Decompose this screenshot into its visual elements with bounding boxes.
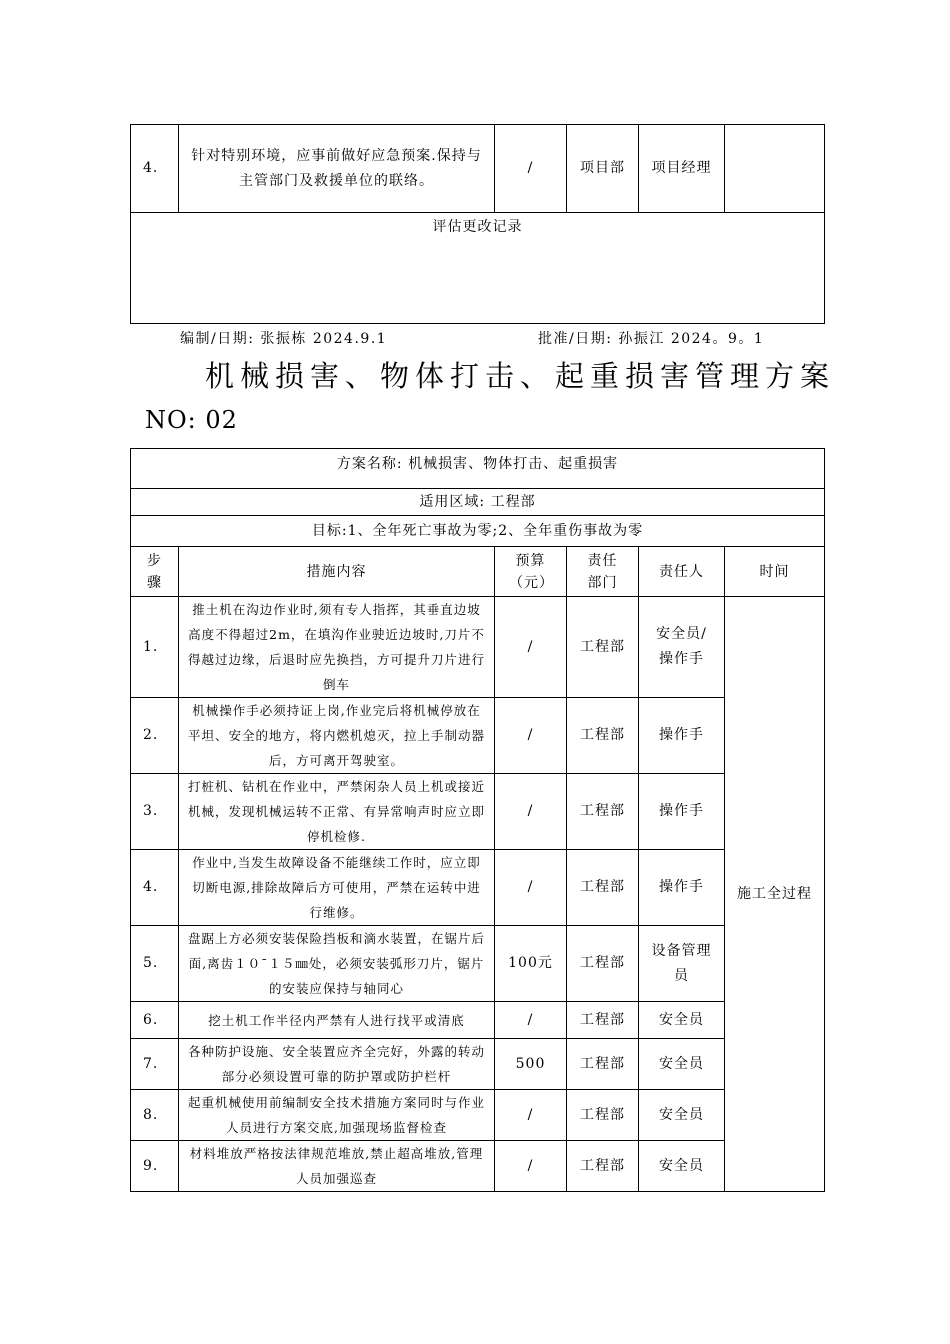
step-cell: 3. — [131, 774, 179, 850]
budget-cell: / — [495, 597, 567, 698]
budget-cell: 100元 — [495, 926, 567, 1002]
table-row — [131, 516, 825, 547]
person-cell: 操作手 — [639, 698, 725, 774]
measure-cell: 推土机在沟边作业时,须有专人指挥，其垂直边坡高度不得超过2m，在填沟作业驶近边坡时,刀片不得越过边缘，后退时应先换挡，方可提升刀片进行倒车 — [179, 597, 495, 698]
header-measure: 措施内容 — [179, 547, 495, 597]
dept-cell: 工程部 — [567, 850, 639, 926]
dept-cell: 工程部 — [567, 1141, 639, 1192]
plan-area: 适用区域: 工程部 — [131, 489, 825, 516]
dept-cell: 工程部 — [567, 597, 639, 698]
header-row — [131, 547, 825, 597]
header-dept: 责任部门 — [567, 547, 639, 597]
person-cell: 安全员 — [639, 1002, 725, 1039]
person-cell: 安全员/操作手 — [639, 597, 725, 698]
budget-cell: / — [495, 1090, 567, 1141]
table-row — [131, 1141, 825, 1192]
table-row — [131, 774, 825, 850]
measure-cell: 起重机械使用前编制安全技术措施方案同时与作业人员进行方案交底,加强现场监督检查 — [179, 1090, 495, 1141]
measure-cell: 针对特别环境，应事前做好应急预案.保持与主管部门及救援单位的联络。 — [179, 125, 495, 213]
dept-cell: 工程部 — [567, 1002, 639, 1039]
person-cell: 操作手 — [639, 774, 725, 850]
step-cell: 2. — [131, 698, 179, 774]
table-row — [131, 1002, 825, 1039]
step-cell: 4. — [131, 125, 179, 213]
person-cell: 设备管理员 — [639, 926, 725, 1002]
dept-cell: 项目部 — [567, 125, 639, 213]
step-cell: 4. — [131, 850, 179, 926]
step-cell: 1. — [131, 597, 179, 698]
budget-cell: / — [495, 1002, 567, 1039]
change-record-title: 评估更改记录 — [131, 213, 825, 324]
table-row — [131, 489, 825, 516]
dept-cell: 工程部 — [567, 698, 639, 774]
budget-cell: / — [495, 698, 567, 774]
table-row — [131, 1039, 825, 1090]
plan-name: 方案名称: 机械损害、物体打击、起重损害 — [131, 449, 825, 489]
dept-cell: 工程部 — [567, 926, 639, 1002]
approved-by: 批准/日期: 孙振江 2024。9。1 — [538, 331, 765, 347]
budget-cell: / — [495, 774, 567, 850]
step-cell: 5. — [131, 926, 179, 1002]
plan-goal: 目标:1、全年死亡事故为零;2、全年重伤事故为零 — [131, 516, 825, 547]
table-row — [131, 926, 825, 1002]
budget-cell: / — [495, 1141, 567, 1192]
table-row — [131, 1090, 825, 1141]
plan-rows — [131, 597, 825, 1192]
dept-cell: 工程部 — [567, 774, 639, 850]
document-number: NO: 02 — [145, 406, 238, 434]
page-title: 机械损害、物体打击、起重损害管理方案 — [205, 359, 836, 393]
measure-cell: 机械操作手必须持证上岗,作业完后将机械停放在平坦、安全的地方，将内燃机熄灭，拉上手制动器后，方可离开驾驶室。 — [179, 698, 495, 774]
measure-cell: 材料堆放严格按法律规范堆放,禁止超高堆放,管理人员加强巡查 — [179, 1141, 495, 1192]
table-row — [131, 213, 825, 324]
step-cell: 9. — [131, 1141, 179, 1192]
time-cell — [725, 125, 825, 213]
measure-cell: 各种防护设施、安全装置应齐全完好，外露的转动部分必须设置可靠的防护罩或防护栏杆 — [179, 1039, 495, 1090]
dept-cell: 工程部 — [567, 1039, 639, 1090]
step-cell: 7. — [131, 1039, 179, 1090]
step-cell: 6. — [131, 1002, 179, 1039]
step-cell: 8. — [131, 1090, 179, 1141]
person-cell: 操作手 — [639, 850, 725, 926]
budget-cell: / — [495, 850, 567, 926]
table-row — [131, 125, 825, 213]
measure-cell: 作业中,当发生故障设备不能继续工作时，应立即切断电源,排除故障后方可使用，严禁在运转中进行维修。 — [179, 850, 495, 926]
header-time: 时间 — [725, 547, 825, 597]
person-cell: 安全员 — [639, 1090, 725, 1141]
measure-cell: 挖土机工作半径内严禁有人进行找平或清底 — [179, 1002, 495, 1039]
person-cell: 项目经理 — [639, 125, 725, 213]
budget-cell: / — [495, 125, 567, 213]
person-cell: 安全员 — [639, 1141, 725, 1192]
prepared-by: 编制/日期: 张振栋 2024.9.1 — [180, 331, 388, 347]
dept-cell: 工程部 — [567, 1090, 639, 1141]
header-step: 步骤 — [131, 547, 179, 597]
table-row — [131, 449, 825, 489]
plan-table — [130, 448, 825, 1192]
table-row — [131, 850, 825, 926]
table-row — [131, 597, 825, 698]
table-row — [131, 698, 825, 774]
person-cell: 安全员 — [639, 1039, 725, 1090]
header-person: 责任人 — [639, 547, 725, 597]
top-table — [130, 124, 825, 324]
measure-cell: 打桩机、钻机在作业中，严禁闲杂人员上机或接近机械，发现机械运转不正常、有异常响声时应立即停机检修. — [179, 774, 495, 850]
time-cell: 施工全过程 — [725, 597, 825, 1192]
budget-cell: 500 — [495, 1039, 567, 1090]
header-budget: 预算（元） — [495, 547, 567, 597]
measure-cell: 盘踞上方必须安装保险挡板和滴水装置，在锯片后面,离齿１０¯１５㎜处，必须安装弧形刀片，锯片的安装应保持与轴同心 — [179, 926, 495, 1002]
